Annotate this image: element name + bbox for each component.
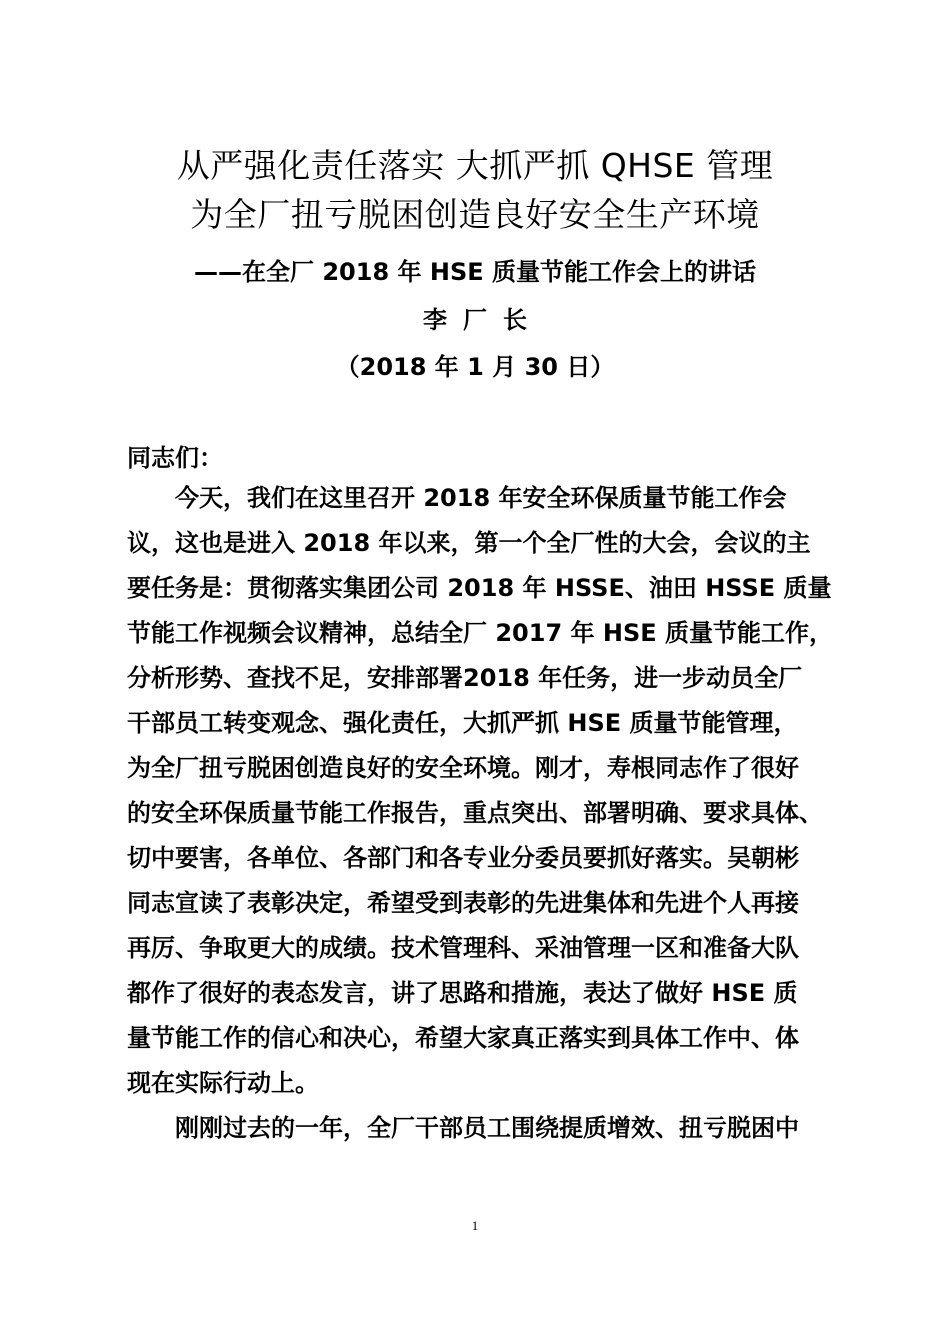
paragraph-line: 今天，我们在这里召开 2018 年安全环保质量节能工作会 xyxy=(175,484,787,512)
paragraph-line: 同志宣读了表彰决定，希望受到表彰的先进集体和先进个人再接 xyxy=(127,889,799,917)
paragraph-line: 切中要害，各单位、各部门和各专业分委员要抓好落实。吴朝彬 xyxy=(127,844,799,872)
paragraph-line: 分析形势、查找不足，安排部署2018 年任务，进一步动员全厂 xyxy=(127,664,803,692)
paragraph-line: 的安全环保质量节能工作报告，重点突出、部署明确、要求具体、 xyxy=(127,799,823,827)
page-number: 1 xyxy=(471,1218,479,1233)
paragraph-line: 量节能工作的信心和决心，希望大家真正落实到具体工作中、体 xyxy=(127,1024,799,1052)
paragraph-line: 刚刚过去的一年，全厂干部员工围绕提质增效、扭亏脱困中 xyxy=(175,1114,799,1142)
paragraph-line: 再厉、争取更大的成绩。技术管理科、采油管理一区和准备大队 xyxy=(127,934,799,962)
paragraph-line: 干部员工转变观念、强化责任，大抓严抓 HSE 质量节能管理， xyxy=(127,709,798,737)
body-text xyxy=(127,483,839,1158)
speech-date: （2018 年 1 月 30 日） xyxy=(335,353,615,381)
paragraph-line: 都作了很好的表态发言，讲了思路和措施，表达了做好 HSE 质 xyxy=(127,979,798,1007)
greeting: 同志们： xyxy=(127,444,223,472)
title-line-2: 为全厂扭亏脱困创造良好安全生产环境 xyxy=(190,195,760,234)
subtitle: ——在全厂 2018 年 HSE 质量节能工作会上的讲话 xyxy=(194,258,756,286)
paragraph-line: 现在实际行动上。 xyxy=(127,1069,319,1097)
paragraph-line: 要任务是：贯彻落实集团公司 2018 年 HSSE、油田 HSSE 质量 xyxy=(127,574,832,602)
title-line-1: 从严强化责任落实 大抓严抓 QHSE 管理 xyxy=(176,146,774,185)
paragraph-line: 为全厂扭亏脱困创造良好的安全环境。刚才，寿根同志作了很好 xyxy=(127,754,799,782)
speaker-name: 李厂长 xyxy=(423,306,543,334)
paragraph-line: 节能工作视频会议精神，总结全厂 2017 年 HSE 质量节能工作， xyxy=(127,619,833,647)
paragraph-line: 议，这也是进入 2018 年以来，第一个全厂性的大会，会议的主 xyxy=(127,529,811,557)
